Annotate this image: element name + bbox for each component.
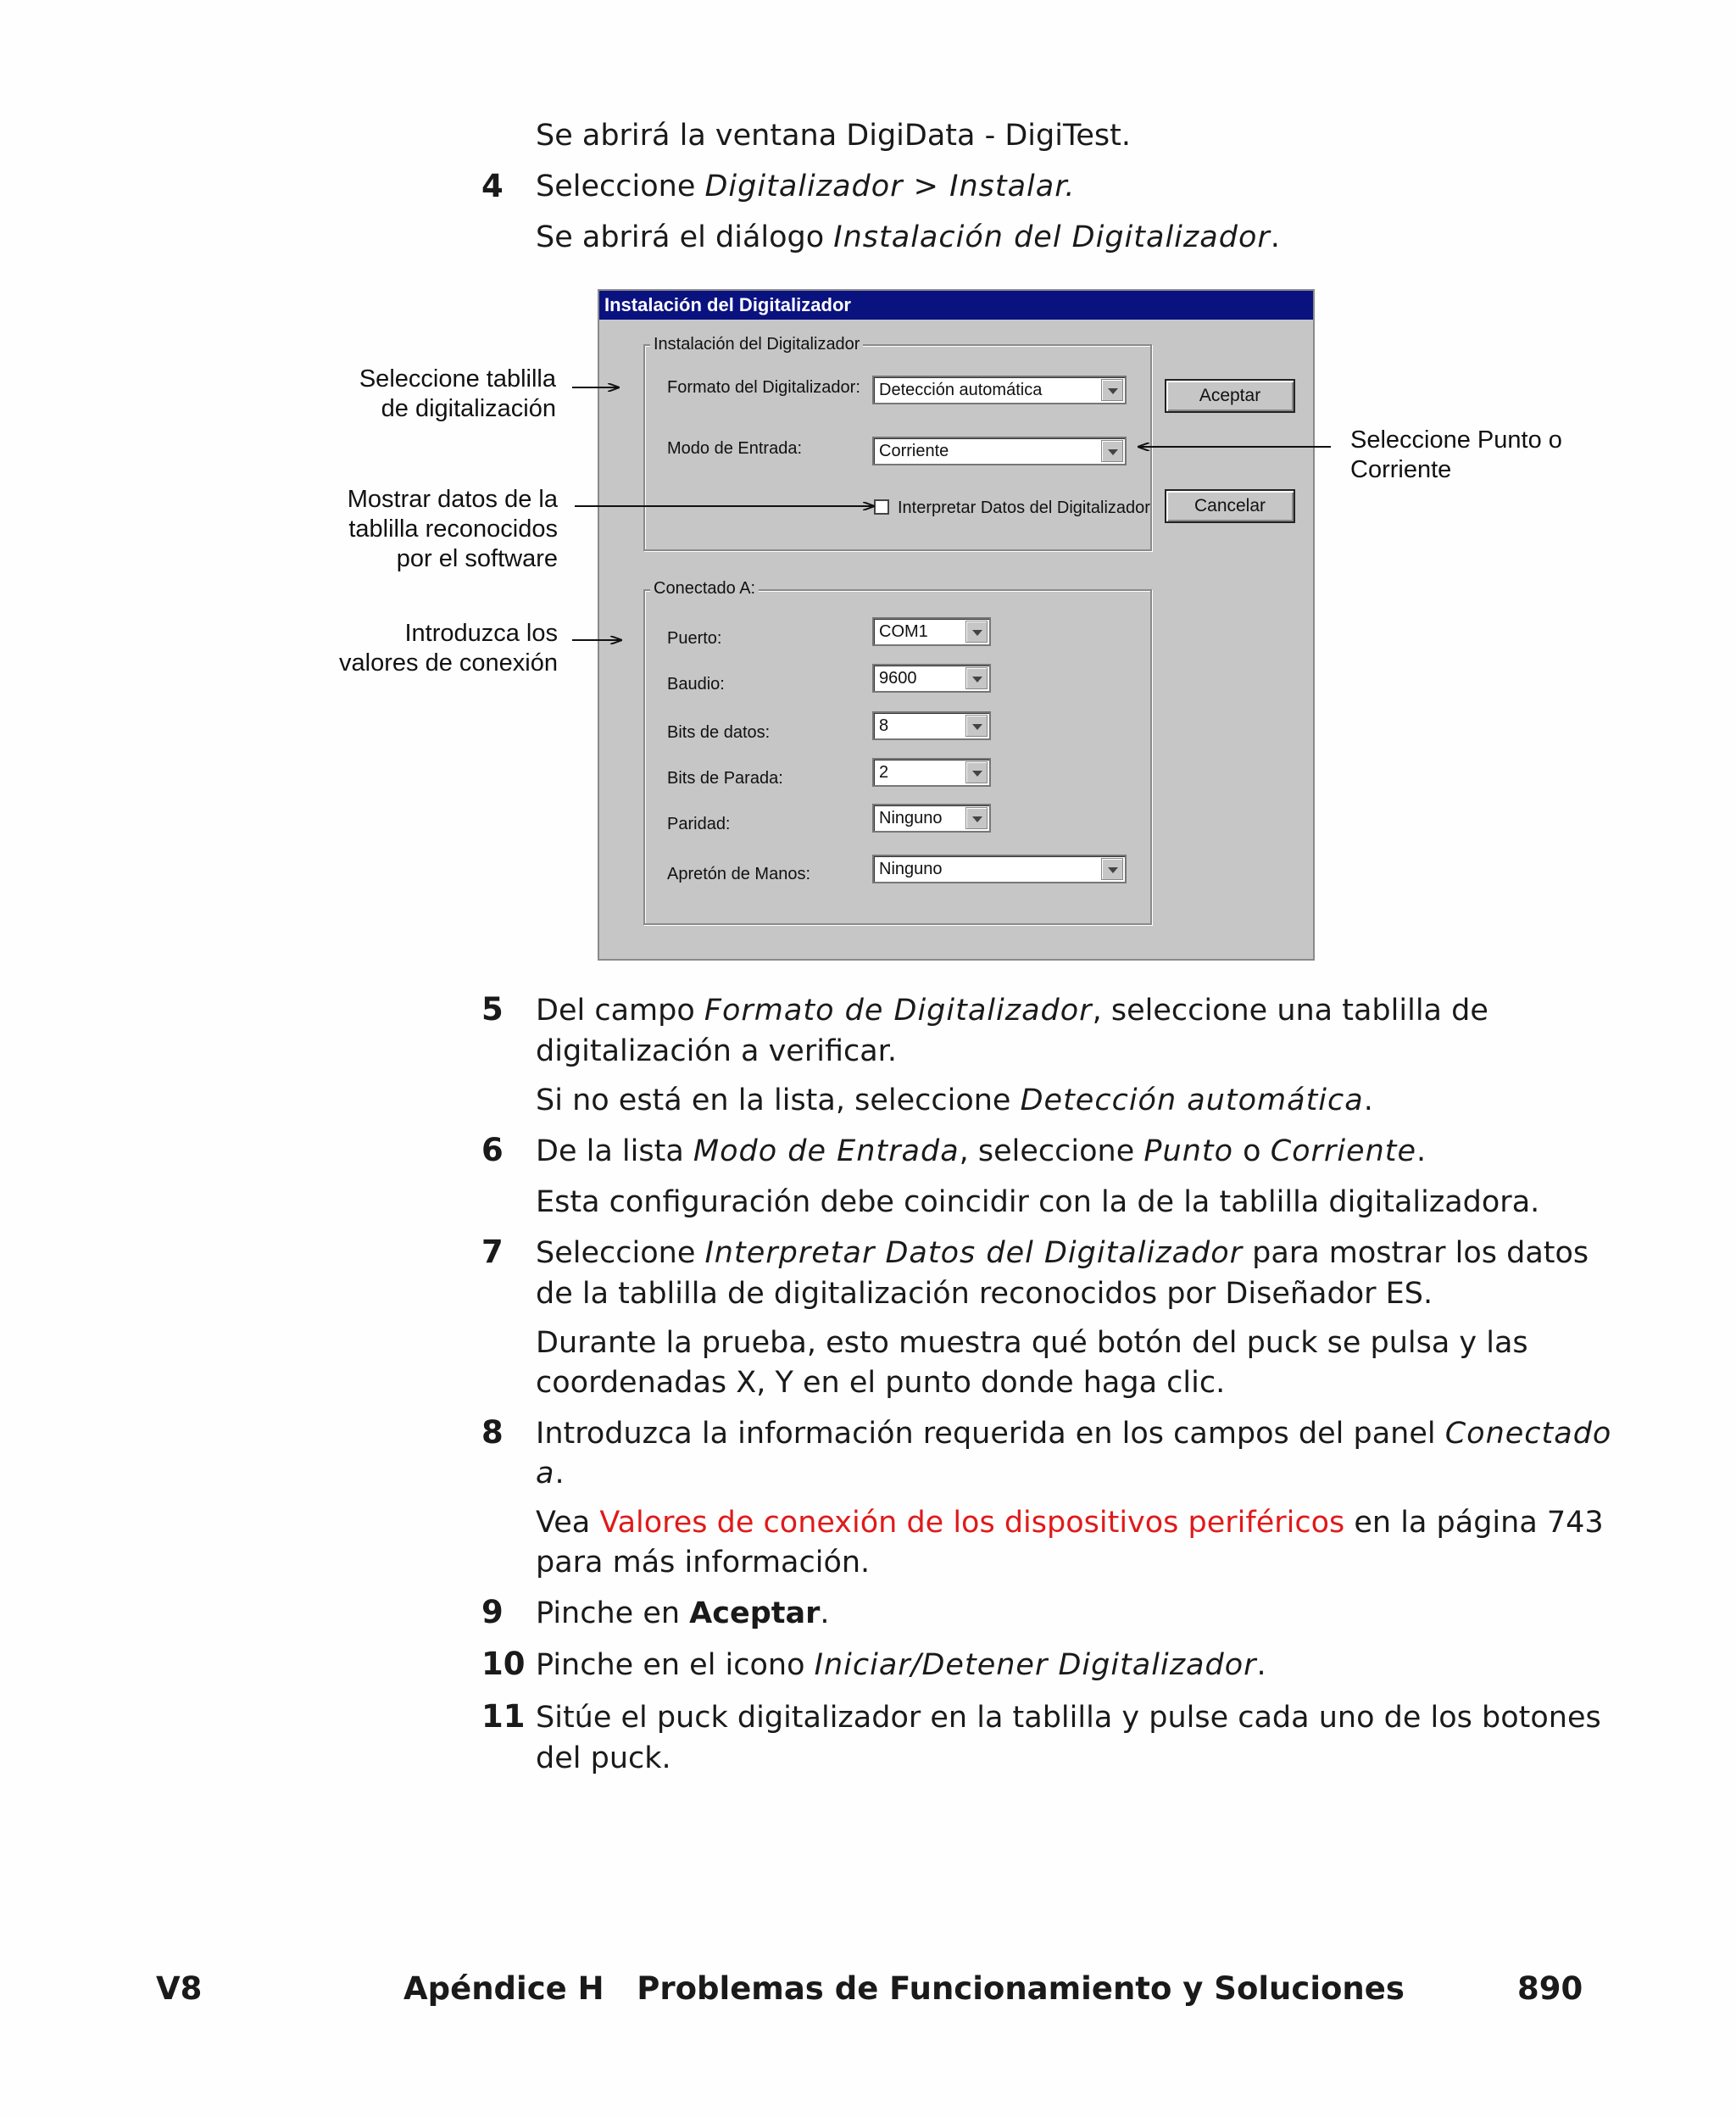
port-label: Puerto:: [667, 629, 722, 648]
step-4-number: 4: [481, 168, 504, 204]
intro-line-3: Se abrirá el diálogo Instalación del Digitalizador.: [536, 220, 1280, 254]
annotation-show-data: Mostrar datos de la tablilla reconocidos por el software: [347, 486, 558, 572]
step-8-note-2: para más información.: [536, 1546, 871, 1579]
step-7-line-1: Seleccione Interpretar Datos del Digitalizador para mostrar los datos: [536, 1236, 1589, 1270]
port-combo[interactable]: COM1: [872, 617, 991, 646]
ok-button[interactable]: Aceptar: [1165, 379, 1295, 413]
mode-label: Modo de Entrada:: [667, 439, 802, 458]
dialog-title-bar: Instalación del Digitalizador: [599, 291, 1313, 320]
step-4-text: Seleccione Digitalizador > Instalar.: [536, 170, 1076, 203]
parity-combo[interactable]: Ninguno: [872, 804, 991, 833]
handshake-combo[interactable]: Ninguno: [872, 855, 1127, 883]
footer-chapter: Apéndice H Problemas de Funcionamiento y Soluciones: [403, 1970, 1405, 2007]
footer-version: V8: [156, 1970, 203, 2007]
step-7-note-2: coordenadas X, Y en el punto donde haga clic.: [536, 1366, 1226, 1400]
stopbits-combo[interactable]: 2: [872, 758, 991, 787]
parity-label: Paridad:: [667, 815, 731, 833]
handshake-label: Apretón de Manos:: [667, 865, 810, 883]
peripheral-settings-link[interactable]: Valores de conexión de los dispositivos periféricos: [599, 1506, 1345, 1540]
step-8-number: 8: [481, 1414, 504, 1451]
step-6-line-1: De la lista Modo de Entrada, seleccione Punto o Corriente.: [536, 1134, 1427, 1168]
step-11-line-2: del puck.: [536, 1741, 671, 1775]
step-11-line-1: Sitúe el puck digitalizador en la tablilla y pulse cada uno de los botones: [536, 1701, 1601, 1735]
interpret-checkbox-label[interactable]: Interpretar Datos del Digitalizador: [898, 499, 1150, 517]
baud-combo[interactable]: 9600: [872, 664, 991, 693]
step-8-line-1: Introduzca la información requerida en los campos del panel Conectado: [536, 1417, 1612, 1451]
step-6-note: Esta configuración debe coincidir con la de la tablilla digitalizadora.: [536, 1185, 1540, 1219]
step-5-line-1: Del campo Formato de Digitalizador, seleccione una tablilla de: [536, 994, 1488, 1028]
cancel-button[interactable]: Cancelar: [1165, 489, 1295, 523]
step-8-note-1: Vea Valores de conexión de los dispositivos periféricos en la página 743: [536, 1506, 1604, 1540]
step-5-note: Si no está en la lista, seleccione Detección automática.: [536, 1084, 1373, 1117]
step-6-number: 6: [481, 1132, 504, 1168]
step-9-number: 9: [481, 1594, 504, 1630]
step-5-number: 5: [481, 991, 504, 1028]
databits-label: Bits de datos:: [667, 723, 771, 742]
step-8-line-2: a.: [536, 1457, 565, 1490]
annotation-arrows: [0, 0, 1736, 1017]
annotation-connection-values: Introduzca los valores de conexión: [339, 620, 558, 677]
step-7-line-2: de la tablilla de digitalización reconocidos por Diseñador ES.: [536, 1277, 1433, 1311]
step-7-note-1: Durante la prueba, esto muestra qué botón del puck se pulsa y las: [536, 1326, 1528, 1360]
step-10-text: Pinche en el icono Iniciar/Detener Digitalizador.: [536, 1648, 1266, 1682]
step-10-number: 10: [481, 1646, 526, 1682]
mode-combo[interactable]: Corriente: [872, 437, 1127, 465]
step-5-line-2: digitalización a verificar.: [536, 1034, 897, 1068]
baud-label: Baudio:: [667, 675, 725, 694]
format-label: Formato del Digitalizador:: [667, 378, 860, 397]
setup-group-title: Instalación del Digitalizador: [650, 334, 863, 354]
step-9-text: Pinche en Aceptar.: [536, 1596, 830, 1630]
connection-group-title: Conectado A:: [650, 578, 759, 599]
annotation-select-tablet: Seleccione tablilla de digitalización: [359, 365, 556, 422]
step-11-number: 11: [481, 1698, 526, 1735]
intro-line-1: Se abrirá la ventana DigiData - DigiTest.: [536, 119, 1131, 153]
footer-page-number: 890: [1517, 1970, 1583, 2007]
databits-combo[interactable]: 8: [872, 711, 991, 740]
stopbits-label: Bits de Parada:: [667, 769, 783, 788]
format-combo[interactable]: Detección automática: [872, 376, 1127, 404]
step-7-number: 7: [481, 1234, 504, 1270]
annotation-select-mode: Seleccione Punto o Corriente: [1350, 426, 1562, 483]
